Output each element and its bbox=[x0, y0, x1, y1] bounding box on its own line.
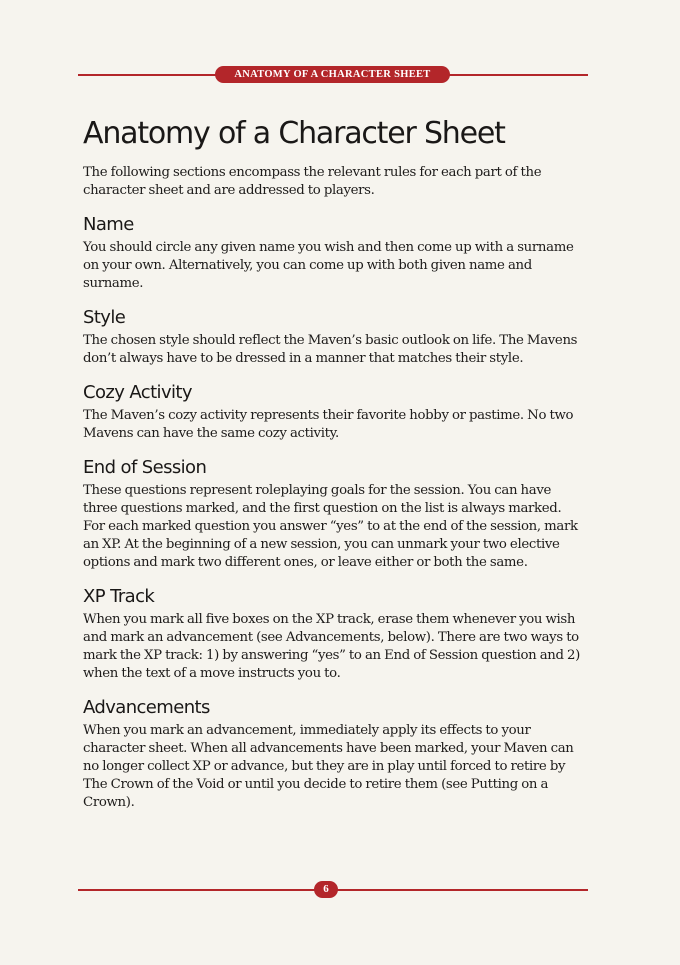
section-body-cozy-activity: The Maven’s cozy activity represents their favorite hobby or pastime. No two Mavens can have the same cozy activity. bbox=[83, 408, 574, 441]
section-heading-cozy-activity: Cozy Activity bbox=[83, 382, 192, 403]
running-header: ANATOMY OF A CHARACTER SHEET bbox=[215, 66, 450, 83]
section-heading-advancements: Advancements bbox=[83, 697, 210, 718]
section-heading-name: Name bbox=[83, 214, 134, 235]
section-heading-style: Style bbox=[83, 307, 126, 328]
section-body-xp-track: When you mark all five boxes on the XP track, erase them whenever you wish and mark an advancement (see Advancements, below). There are two ways to mark the XP track: 1) by answering “yes” to an End of Session question and 2) when the text of a move instructs you to. bbox=[83, 612, 581, 681]
page-number: 6 bbox=[314, 881, 338, 898]
page-title: Anatomy of a Character Sheet bbox=[83, 116, 505, 151]
intro-paragraph: The following sections encompass the relevant rules for each part of the character sheet and are addressed to players. bbox=[83, 165, 542, 198]
section-heading-end-of-session: End of Session bbox=[83, 457, 207, 478]
section-body-advancements: When you mark an advancement, immediately apply its effects to your character sheet. When all advancements have been marked, your Maven can no longer collect XP or advance, but they are in play until forced to retire by The Crown of the Void or until you decide to retire them (see Putting on a Crown). bbox=[83, 723, 574, 810]
section-body-end-of-session: These questions represent roleplaying goals for the session. You can have three questions marked, and the first question on the list is always marked. For each marked question you answer “yes” to at the end of the session, mark an XP. At the beginning of a new session, you can unmark your two elective options and mark two different ones, or leave either or both the same. bbox=[83, 483, 578, 570]
page-content bbox=[83, 112, 583, 812]
section-body-style: The chosen style should reflect the Maven’s basic outlook on life. The Mavens don’t always have to be dressed in a manner that matches their style. bbox=[83, 333, 578, 366]
section-heading-xp-track: XP Track bbox=[83, 586, 155, 607]
section-body-name: You should circle any given name you wish and then come up with a surname on your own. Alternatively, you can come up with both given name and surname. bbox=[83, 240, 574, 291]
